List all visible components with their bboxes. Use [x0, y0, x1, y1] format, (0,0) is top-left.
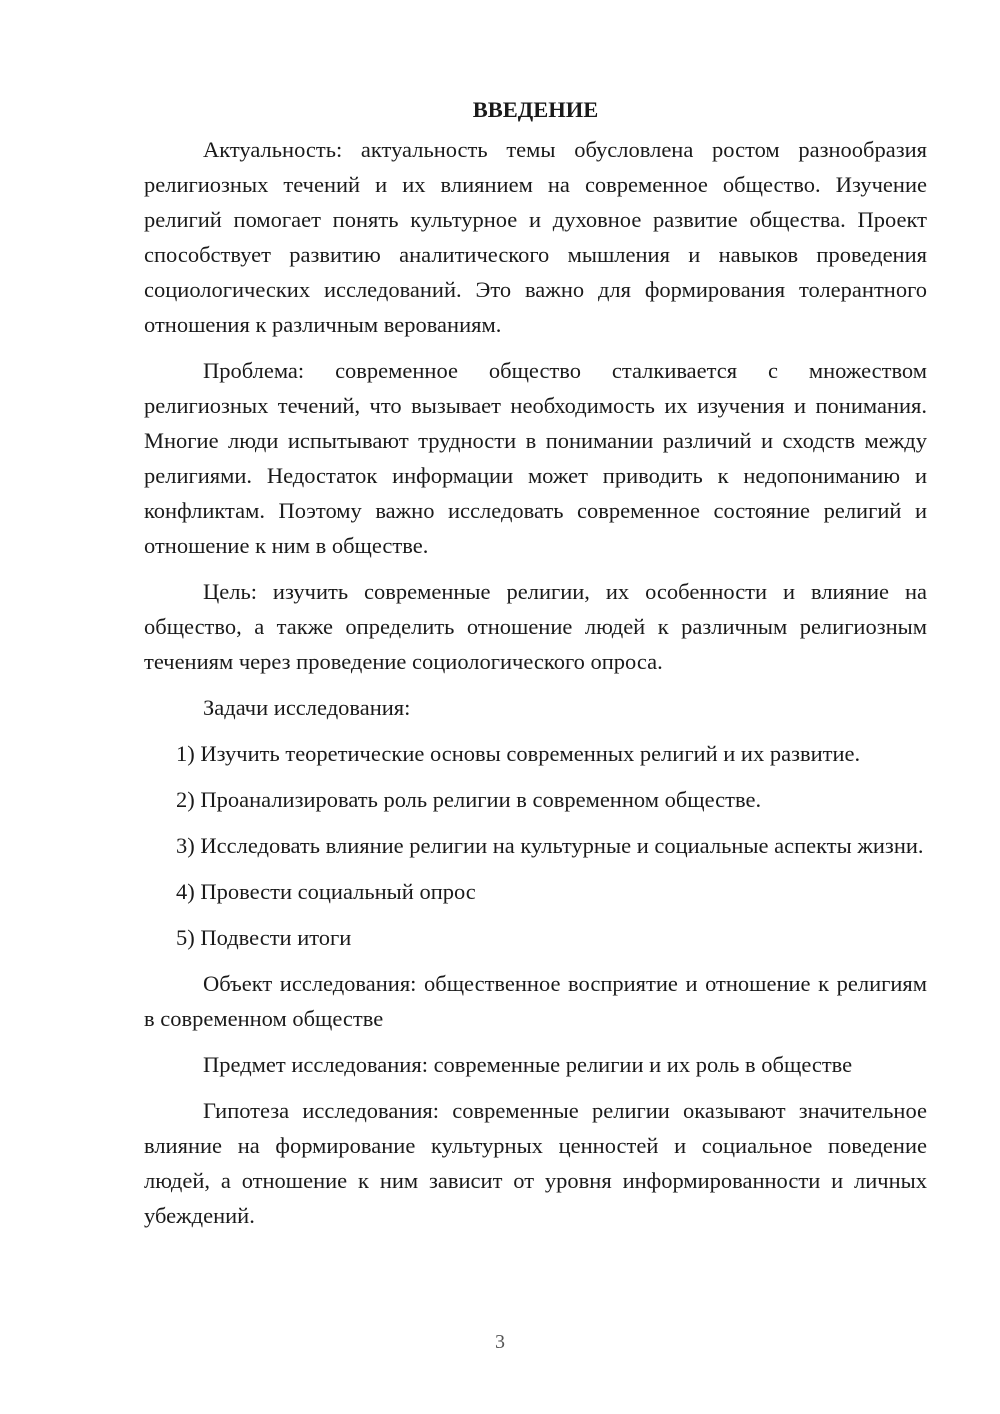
- section-title: ВВЕДЕНИЕ: [472, 97, 599, 122]
- page-number: 3: [495, 1331, 505, 1353]
- page-content: [144, 92, 927, 1244]
- paragraph-hypothesis: Гипотеза исследования: современные религии оказывают значительное влияние на формирование культурных ценностей и социальное поведение людей, а отношение к ним зависит от уровня информированности и личных убеждений.: [144, 1098, 927, 1228]
- paragraph-subject: Предмет исследования: современные религии и их роль в обществе: [203, 1052, 853, 1077]
- task-item-3: 3) Исследовать влияние религии на культурные и социальные аспекты жизни.: [176, 833, 924, 858]
- tasks-heading: Задачи исследования:: [203, 695, 411, 720]
- paragraph-relevance: Актуальность: актуальность темы обусловлена ростом разнообразия религиозных течений и их влиянием на современное общество. Изучение религий помогает понять культурное и духовное развитие общества. Проект способствует развитию аналитического мышления и навыков проведения социологических исследований. Это важно для формирования толерантного отношения к различным верованиям.: [144, 137, 927, 337]
- paragraph-object: Объект исследования: общественное восприятие и отношение к религиям в современном обществе: [144, 971, 927, 1031]
- task-item-5: 5) Подвести итоги: [176, 925, 352, 950]
- task-item-1: 1) Изучить теоретические основы современных религий и их развитие.: [176, 741, 861, 766]
- paragraph-problem: Проблема: современное общество сталкивается с множеством религиозных течений, что вызывает необходимость их изучения и понимания. Многие люди испытывают трудности в понимании различий и сходств между религиями. Недостаток информации может приводить к недопониманию и конфликтам. Поэтому важно исследовать современное состояние религий и отношение к ним в обществе.: [144, 358, 927, 558]
- task-item-2: 2) Проанализировать роль религии в современном обществе.: [176, 787, 762, 812]
- paragraph-goal: Цель: изучить современные религии, их особенности и влияние на общество, а также определить отношение людей к различным религиозным течениям через проведение социологического опроса.: [144, 579, 927, 674]
- task-item-4: 4) Провести социальный опрос: [176, 879, 476, 904]
